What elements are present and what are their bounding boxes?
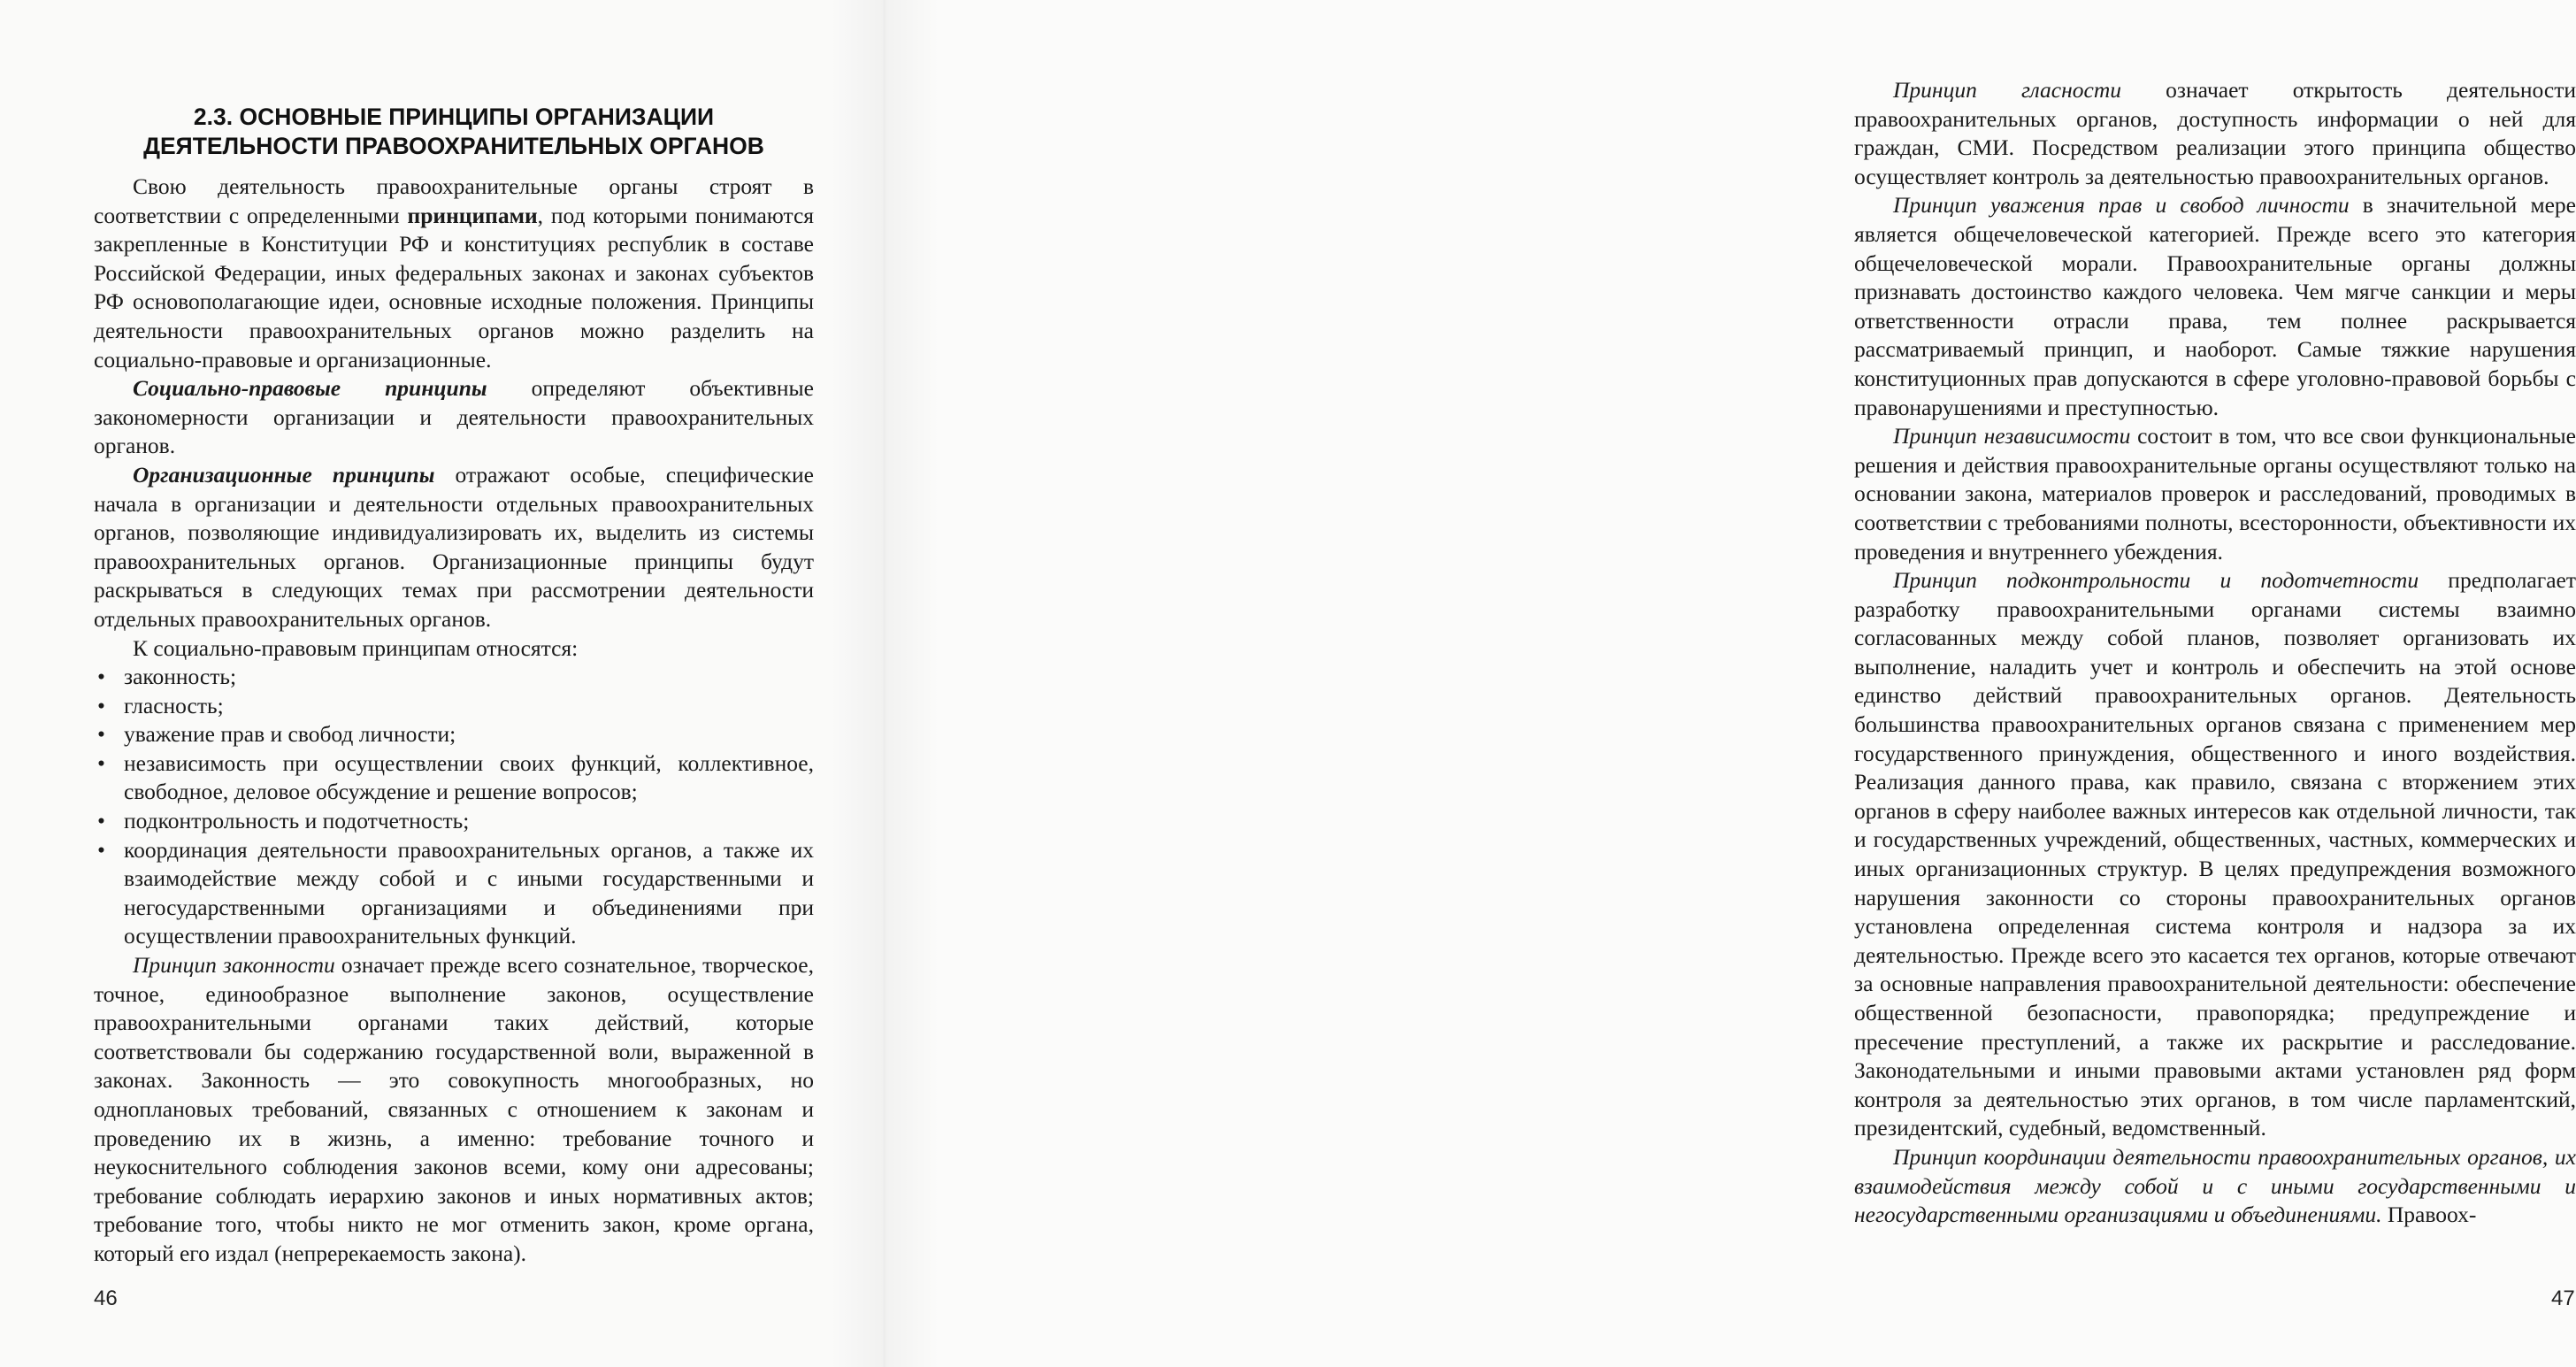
section-heading: 2.3. ОСНОВНЫЕ ПРИНЦИПЫ ОРГАНИЗАЦИИ ДЕЯТЕЛЬНОСТИ ПРАВООХРАНИТЕЛЬНЫХ ОРГАНОВ [143,104,764,159]
term-social-legal: Социально-правовые принципы [133,375,487,402]
term-accountability: Принцип подконтрольности и подотчетности [1893,567,2419,594]
page-number-left: 46 [94,1286,118,1310]
rights-respect-principle-paragraph: Принцип уважения прав и свобод личности в значительной мере является общечеловеческой категорией. Прежде всего это категория общечеловеческой морали. Правоохранительные органы должны признавать достоинство каждого человека. Чем мягче санкции и меры ответственности отрасли права, тем полнее раскрывается рассматриваемый принцип, и наоборот. Самые тяжкие нарушения конституционных прав допускаются в сфере уголовно-правовой борьбы с правонарушениями и преступностью. [1854,192,2576,420]
list-item: • координация деятельности правоохранительных органов, а также их взаимодействие между собой и с иными государственными и негосударственными организациями и объединениями при осуществлении правоохранительных функций. [97,836,814,949]
bullet-icon: • [97,692,105,718]
accountability-principle-paragraph: Принцип подконтрольности и подотчетности предполагает разработку правоохранительными органами системы взаимно согласованных между собой планов, позволяет организовать их выполнение, наладить учет и контроль и обеспечить на этой основе единство действий правоохранительных органов. Деятельность большинства правоохранительных органов связана с применением мер государственного принуждения, общественного и иного воздействия. Реализация данного права, как правило, связана с вторжением этих органов в сферу наиболее важных интересов как отдельной личности, так и государственных учреждений, общественных, частных, коммерческих и иных организационных структур. В целях предупреждения возможного нарушения законности со стороны правоохранительных органов установлена определенная система контроля и надзора за их деятельностью. Прежде всего это касается тех органов, которые отвечают за основные направления правоохранительной деятельности: обеспечение общественной безопасности, правопорядка; предупреждение и пресечение преступлений, а также их раскрытие и расследование. Законодательными и иными правовыми актами установлен ряд форм контроля за деятельностью этих органов, в том числе парламентский, президентский, судебный, ведомственный. [1854,567,2576,1141]
principles-list [94,663,814,951]
term-independence: Принцип независимости [1893,423,2131,449]
list-intro: К социально-правовым принципам относятся: [133,634,579,661]
independence-principle-paragraph: Принцип независимости состоит в том, что все свои функциональные решения и действия правоохранительные органы осуществляют только на основании закона, материалов проверок и расследований, проводимых в соответствии с требованиями полноты, всесторонности, объективности их проведения и внутреннего убеждения. [1854,423,2576,564]
term-organizational: Организационные принципы [133,461,435,488]
intro-paragraph: Свою деятельность правоохранительные органы строят в соответствии с определенными принципами, под которыми понимаются закрепленные в Конституции РФ и конституциях республик в составе Российской Федерации, иных федеральных законах и законах субъектов РФ основополагающие идеи, основные исходные положения. Принципы деятельности правоохранительных органов можно разделить на социально-правовые и организационные. [94,173,814,372]
list-item: • независимость при осуществлении своих функций, коллективное, свободное, деловое обсуждение и решение вопросов; [97,749,814,805]
bullet-icon: • [97,808,105,834]
right-page-text [1854,76,2576,1230]
list-item: • уважение прав и свобод личности; [94,720,814,749]
list-item: • законность; [94,663,814,692]
left-page-text [94,103,814,1269]
term-coordination: Принцип координации деятельности правоохранительных органов, их взаимодействия между собой и с иными государственными и негосударственными организациями и объединениями. [1854,1143,2576,1228]
coordination-principle-paragraph: Принцип координации деятельности правоохранительных органов, их взаимодействия между собой и с иными государственными и негосударственными организациями и объединениями. Правоох- [1854,1143,2576,1228]
bullet-icon: • [97,721,105,748]
organizational-principles-paragraph: Организационные принципы отражают особые, специфические начала в организации и деятельности отдельных правоохранительных органов, позволяющие индивидуализировать их, выделить из системы правоохранительных органов. Организационные принципы будут раскрываться в следующих темах при рассмотрении деятельности отдельных правоохранительных органов. [94,461,814,632]
bullet-icon: • [97,664,105,690]
list-item: • подконтрольность и подотчетность; [94,807,814,836]
legality-principle-paragraph: Принцип законности означает прежде всего сознательное, творческое, точное, единообразное выполнение законов, осуществление правоохранительными органами таких действий, которые соответствовали бы содержанию государственной воли, выраженной в законах. Законность — это совокупность многообразных, но одноплановых требований, связанных с отношением к законам и проведению их в жизнь, а именно: требование точного и неукоснительного соблюдения законов всеми, кому они адресованы; требование соблюдать иерархию законов и иных нормативных актов; требование того, чтобы никто не мог отменить закон, кроме органа, который его издал (непререкаемость закона). [94,952,814,1266]
list-item: • гласность; [94,692,814,721]
term-publicity: Принцип гласности [1893,77,2121,103]
bullet-icon: • [97,749,105,776]
publicity-principle-paragraph: Принцип гласности означает открытость деятельности правоохранительных органов, доступность информации о ней для граждан, СМИ. Посредством реализации этого принципа общество осуществляет контроль за деятельностью правоохранительных органов. [1854,77,2576,189]
bullet-icon: • [97,836,105,863]
term-principles: принципами [407,202,538,228]
left-page [0,0,885,1367]
page-number-right: 47 [2551,1286,2575,1310]
right-page [885,0,2576,1367]
term-legality: Принцип законности [133,952,335,979]
social-legal-principles-paragraph: Социально-правовые принципы определяют объективные закономерности организации и деятельности правоохранительных органов. [94,375,814,459]
term-rights-respect: Принцип уважения прав и свобод личности [1893,192,2350,219]
